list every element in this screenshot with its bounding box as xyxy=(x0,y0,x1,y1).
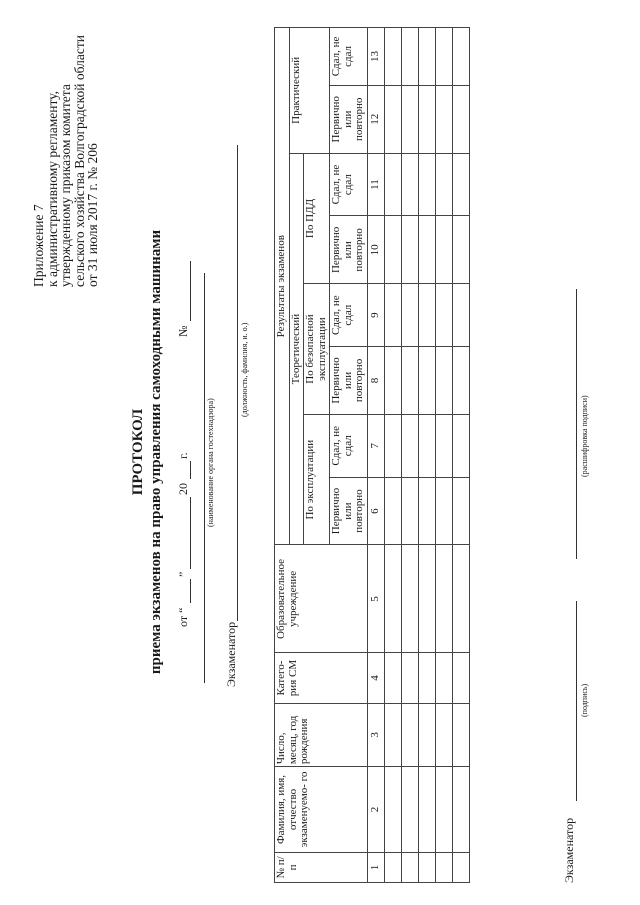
appendix-line: от 31 июля 2017 г. № 206 xyxy=(85,143,100,287)
day-line xyxy=(190,579,191,603)
col-num: 3 xyxy=(367,703,384,767)
table-cell xyxy=(418,767,435,853)
col-num: 6 xyxy=(367,477,384,545)
header-row-1 xyxy=(275,28,290,883)
col-num: 9 xyxy=(367,284,384,347)
table-cell xyxy=(435,767,452,853)
table-cell xyxy=(401,703,418,767)
header-passed: Сдал, не сдал xyxy=(330,153,368,216)
header-passed: Сдал, не сдал xyxy=(330,414,368,477)
header-safe-operation: По безопасной эксплуатации xyxy=(304,284,330,415)
col-num: 12 xyxy=(367,85,384,153)
table-cell xyxy=(418,284,435,347)
protocol-subtitle: приема экзаменов на право управления самоходными машинами xyxy=(148,229,164,675)
table-cell xyxy=(435,85,452,153)
table-cell xyxy=(401,85,418,153)
table-cell xyxy=(418,477,435,545)
table-cell xyxy=(452,477,469,545)
table-cell xyxy=(384,703,401,767)
examiner-label: Экзаменатор xyxy=(224,621,238,687)
date-quote-close: ” xyxy=(176,571,190,577)
table-cell xyxy=(401,216,418,284)
table-cell xyxy=(452,653,469,703)
appendix-note xyxy=(32,35,100,287)
table-cell xyxy=(401,284,418,347)
col-num: 11 xyxy=(367,153,384,216)
table-cell xyxy=(384,653,401,703)
year-line xyxy=(190,461,191,479)
table-cell xyxy=(452,347,469,415)
table-cell xyxy=(435,703,452,767)
table-cell xyxy=(418,703,435,767)
table-cell xyxy=(418,28,435,86)
exam-results-table xyxy=(274,27,470,883)
table-row xyxy=(418,28,435,883)
column-number-row xyxy=(367,28,384,883)
org-line xyxy=(204,273,205,683)
header-category: Катего- рия СМ xyxy=(275,653,368,703)
table-cell xyxy=(452,284,469,347)
table-cell xyxy=(401,545,418,653)
table-row xyxy=(384,28,401,883)
year-prefix: 20 xyxy=(176,483,190,495)
table-cell xyxy=(384,545,401,653)
table-cell xyxy=(435,347,452,415)
number-line xyxy=(190,261,191,321)
header-practice: Практический xyxy=(289,28,330,154)
header-num: № п/п xyxy=(275,852,368,882)
appendix-line: утвержденному приказом комитета xyxy=(58,84,73,287)
table-cell xyxy=(418,653,435,703)
table-cell xyxy=(401,653,418,703)
rotated-protocol-form xyxy=(20,7,620,897)
header-results: Результаты экзаменов xyxy=(275,28,290,545)
table-cell xyxy=(384,414,401,477)
table-cell xyxy=(435,284,452,347)
protocol-title: ПРОТОКОЛ xyxy=(130,408,146,496)
header-passed: Сдал, не сдал xyxy=(330,28,368,86)
header-traffic-rules: По ПДД xyxy=(304,153,330,284)
col-num: 7 xyxy=(367,414,384,477)
decoding-caption: (расшифровка подписи) xyxy=(580,395,589,477)
header-operation: По эксплуатации xyxy=(304,414,330,545)
table-cell xyxy=(452,28,469,86)
table-cell xyxy=(435,28,452,86)
signature-line xyxy=(576,601,577,801)
header-first-or-repeat: Первично или повторно xyxy=(330,477,368,545)
table-row xyxy=(435,28,452,883)
header-first-or-repeat: Первично или повторно xyxy=(330,347,368,415)
month-line xyxy=(190,497,191,569)
date-prefix: от “ xyxy=(176,607,190,627)
header-theory: Теоретический xyxy=(289,153,304,545)
table-cell xyxy=(452,767,469,853)
table-cell xyxy=(418,852,435,882)
table-cell xyxy=(435,545,452,653)
table-cell xyxy=(435,414,452,477)
table-cell xyxy=(384,216,401,284)
table-cell xyxy=(384,28,401,86)
table-cell xyxy=(401,477,418,545)
appendix-line: сельского хозяйства Волгоградской области xyxy=(71,35,87,287)
header-passed: Сдал, не сдал xyxy=(330,284,368,347)
table-cell xyxy=(384,85,401,153)
header-education: Образовательное учреждение xyxy=(275,545,368,653)
examiner-line xyxy=(237,145,238,621)
col-num: 1 xyxy=(367,852,384,882)
table-cell xyxy=(384,153,401,216)
table-cell xyxy=(452,852,469,882)
table-cell xyxy=(435,653,452,703)
decoding-line xyxy=(576,289,577,559)
org-caption: (наименование органа гостехнадзора) xyxy=(206,398,215,527)
signature-caption: (подпись) xyxy=(580,683,589,717)
col-num: 2 xyxy=(367,767,384,853)
table-cell xyxy=(418,414,435,477)
col-num: 4 xyxy=(367,653,384,703)
table-cell xyxy=(435,216,452,284)
table-cell xyxy=(384,477,401,545)
table-cell xyxy=(435,477,452,545)
table-cell xyxy=(452,703,469,767)
col-num: 10 xyxy=(367,216,384,284)
footer-examiner-label: Экзаменатор xyxy=(562,817,576,883)
table-cell xyxy=(418,153,435,216)
table-cell xyxy=(452,216,469,284)
table-row xyxy=(401,28,418,883)
table-cell xyxy=(418,216,435,284)
appendix-line: Приложение 7 xyxy=(31,204,46,287)
table-cell xyxy=(418,85,435,153)
table-cell xyxy=(401,767,418,853)
table-cell xyxy=(401,347,418,415)
table-row xyxy=(452,28,469,883)
col-num: 5 xyxy=(367,545,384,653)
appendix-line: к административному регламенту, xyxy=(44,91,60,287)
table-cell xyxy=(401,153,418,216)
table-cell xyxy=(418,545,435,653)
table-cell xyxy=(401,852,418,882)
header-first-or-repeat: Первично или повторно xyxy=(330,85,368,153)
table-cell xyxy=(452,153,469,216)
table-cell xyxy=(384,284,401,347)
table-cell xyxy=(452,414,469,477)
header-first-or-repeat: Первично или повторно xyxy=(330,216,368,284)
col-num: 8 xyxy=(367,347,384,415)
table-cell xyxy=(384,767,401,853)
table-cell xyxy=(435,852,452,882)
table-cell xyxy=(401,28,418,86)
col-num: 13 xyxy=(367,28,384,86)
table-cell xyxy=(384,852,401,882)
table-cell xyxy=(401,414,418,477)
year-suffix: г. xyxy=(176,452,190,459)
header-birth: Число, месяц, год рождения xyxy=(275,703,368,767)
table-cell xyxy=(435,153,452,216)
table-cell xyxy=(452,85,469,153)
examiner-caption: (должность, фамилия, и. о.) xyxy=(240,322,249,417)
table-cell xyxy=(452,545,469,653)
header-fio: Фамилия, имя, отчество экзаменуемо- го xyxy=(275,767,368,853)
table-cell xyxy=(384,347,401,415)
table-cell xyxy=(418,347,435,415)
number-label: № xyxy=(176,325,190,337)
